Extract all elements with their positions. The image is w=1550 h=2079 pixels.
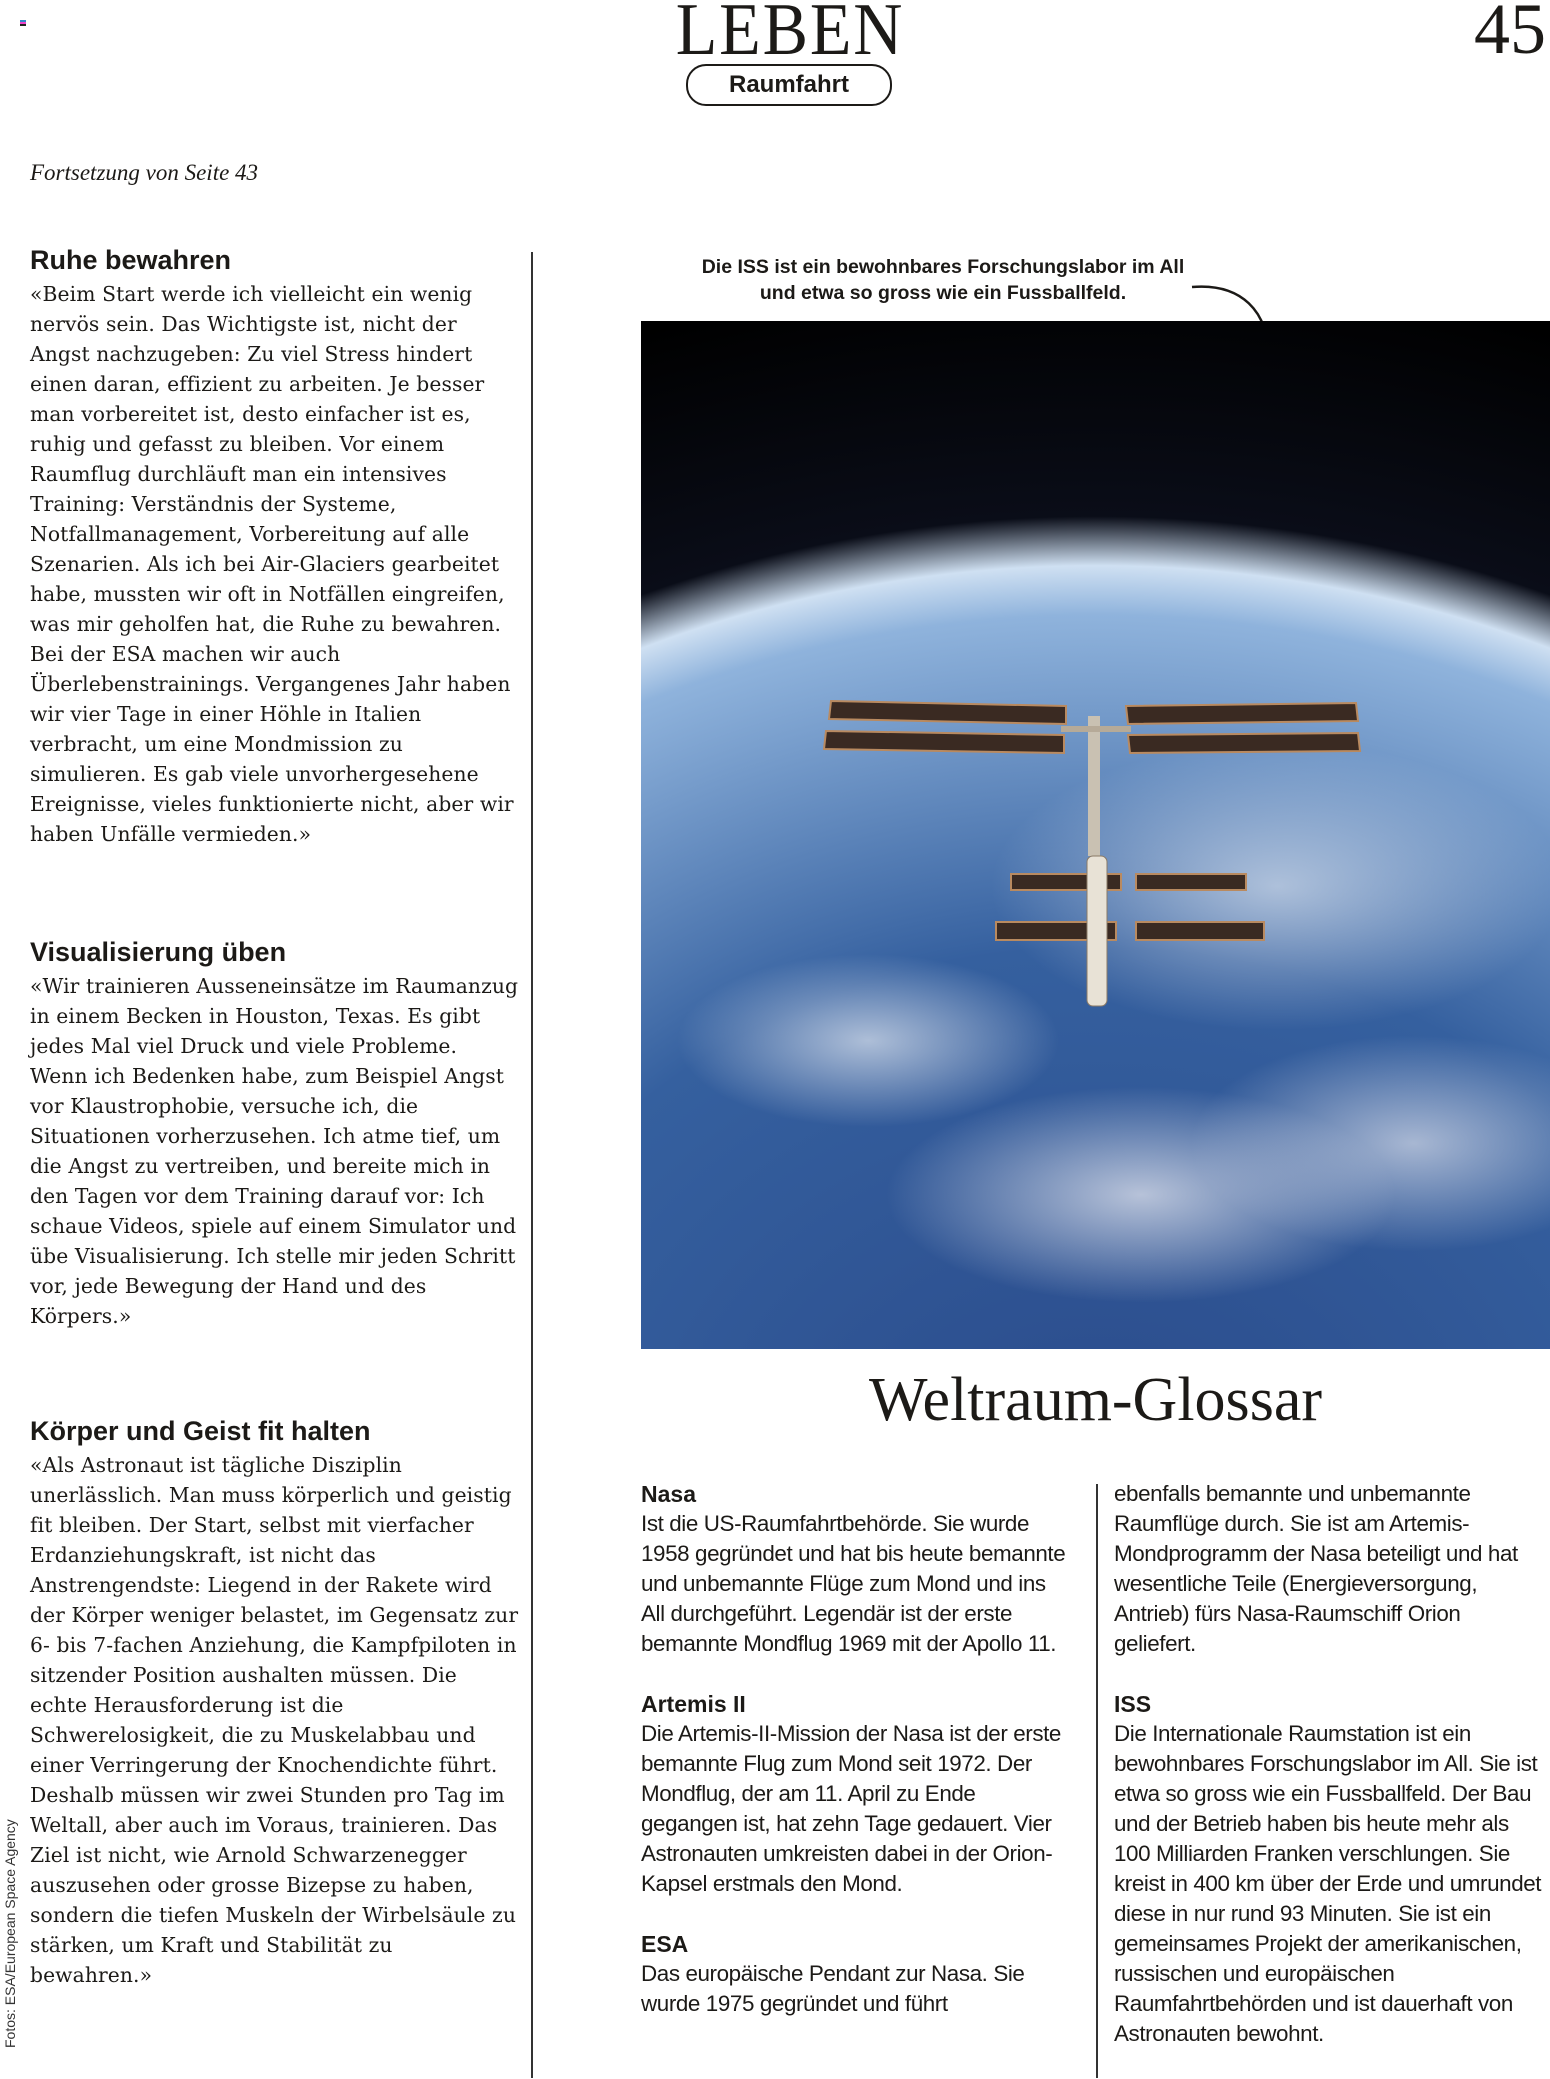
iss-station-illustration [641, 321, 1550, 1349]
glossary-term: ESA [641, 1931, 689, 1957]
article-section-1 [30, 243, 520, 849]
continued-note: Fortsetzung von Seite 43 [30, 160, 259, 185]
section-body: «Beim Start werde ich vielleicht ein wenig nervös sein. Das Wichtigste ist, nicht der Angst nachzugeben: Zu viel Stress hindert einen daran, effizient zu arbeiten. Je besser man vorbereitet ist, desto einfacher ist es, ruhig und gefasst zu bleiben. Vor einem Raumflug durchläuft man ein intensives Training: Verständnis der Systeme, Notfallmanagement, Vorbereitung auf alle Szenarien. Als ich bei Air-Glaciers gearbeitet habe, mussten wir oft in Notfällen eingreifen, was mir geholfen hat, die Ruhe zu bewahren. Bei der ESA machen wir auch Überlebenstrainings. Vergangenes Jahr haben wir vier Tage in einer Höhle in Italien verbracht, um eine Mondmission zu simulieren. Es gab viele unvorhergesehene Ereignisse, vieles funktionierte nicht, aber wir haben Unfälle vermieden.» [30, 282, 514, 846]
article-section-3 [30, 1414, 520, 1990]
glossary-term: Artemis II [641, 1691, 746, 1717]
section-body: «Wir trainieren Ausseneinsätze im Raumanzug in einem Becken in Houston, Texas. Es gibt jedes Mal viel Druck und viele Probleme. Wenn ich Bedenken habe, zum Beispiel Angst vor Klaustrophobie, versuche ich, die Situationen vorherzusehen. Ich atme tief, um die Angst zu vertreiben, und bereite mich in den Tagen vor dem Training darauf vor: Ich schaue Videos, spiele auf einem Simulator und übe Visualisierung. Ich stelle mir jeden Schritt vor, jede Bewegung der Hand und des Körpers.» [30, 974, 519, 1328]
print-color-mark [20, 20, 26, 26]
glossary-definition: Die Internationale Raumstation ist ein bewohnbares Forschungslabor im All. Sie ist etwa so gross wie ein Fussballfeld. Der Bau und der Betrieb haben bis heute mehr als 100 Milliarden Franken verschlungen. Sie kreist in 400 km über der Erde und umrundet diese in nur rund 93 Minuten. Sie ist ein gemeinsames Projekt der amerikanischen, russischen und europäischen Raumfahrtbehörden und ist dauerhaft von Astronauten bewohnt. [1114, 1721, 1542, 2046]
column-divider [531, 252, 533, 2078]
glossary-term: Nasa [641, 1481, 696, 1507]
iss-earth-photo [641, 321, 1550, 1349]
page-number: 45 [1474, 0, 1546, 69]
article-section-2 [30, 935, 520, 1331]
glossary-definition: Das europäische Pendant zur Nasa. Sie wurde 1975 gegründet und führt [641, 1961, 1025, 2016]
glossary-column-2 [1114, 1479, 1544, 2079]
photo-caption: Die ISS ist ein bewohnbares Forschungslabor im All und etwa so gross wie ein Fussballfeld. [701, 256, 1185, 304]
section-heading: Visualisierung üben [30, 937, 287, 967]
glossary-definition-continued: ebenfalls bemannte und unbemannte Raumflüge durch. Sie ist am Artemis-Mondprogramm der Nasa beteiligt und hat wesentliche Teile (Energieversorgung, Antrieb) fürs Nasa-Raumschiff Orion geliefert. [1114, 1481, 1518, 1656]
photo-credit: Fotos: ESA/European Space Agency [2, 1819, 18, 2048]
glossary-column-1 [641, 1479, 1071, 2049]
section-heading: Ruhe bewahren [30, 245, 232, 275]
rubric-badge: Raumfahrt [686, 64, 892, 106]
glossary-title: Weltraum-Glossar [869, 1366, 1322, 1434]
glossary-term: ISS [1114, 1691, 1152, 1717]
section-title: LEBEN [675, 0, 905, 71]
glossary-definition: Die Artemis-II-Mission der Nasa ist der erste bemannte Flug zum Mond seit 1972. Der Mondflug, der am 11. April zu Ende gegangen ist, hat zehn Tage gedauert. Vier Astronauten umkreisten dabei in der Orion-Kapsel erstmals den Mond. [641, 1721, 1061, 1896]
section-body: «Als Astronaut ist tägliche Disziplin unerlässlich. Man muss körperlich und geistig fit bleiben. Der Start, selbst mit vierfacher Erdanziehungskraft, ist nicht das Anstrengendste: Liegend in der Rakete wird der Körper weniger belastet, im Gegensatz zur 6- bis 7-fachen Anziehung, die Kampfpiloten in sitzender Position aushalten müssen. Die echte Herausforderung ist die Schwerelosigkeit, die zu Muskelabbau und einer Verringerung der Knochendichte führt. Deshalb müssen wir zwei Stunden pro Tag im Weltall, aber auch im Voraus, trainieren. Das Ziel ist nicht, wie Arnold Schwarzenegger auszusehen oder grosse Bizepse zu haben, sondern die tiefen Muskeln der Wirbelsäule zu stärken, um Kraft und Stabilität zu bewahren.» [30, 1453, 519, 1987]
section-heading: Körper und Geist fit halten [30, 1416, 371, 1446]
glossary-divider [1096, 1484, 1098, 2078]
glossary-definition: Ist die US-Raumfahrtbehörde. Sie wurde 1958 gegründet und hat bis heute bemannte und unbemannte Flüge zum Mond und ins All durchgeführt. Legendär ist der erste bemannte Mondflug 1969 mit der Apollo 11. [641, 1511, 1066, 1656]
